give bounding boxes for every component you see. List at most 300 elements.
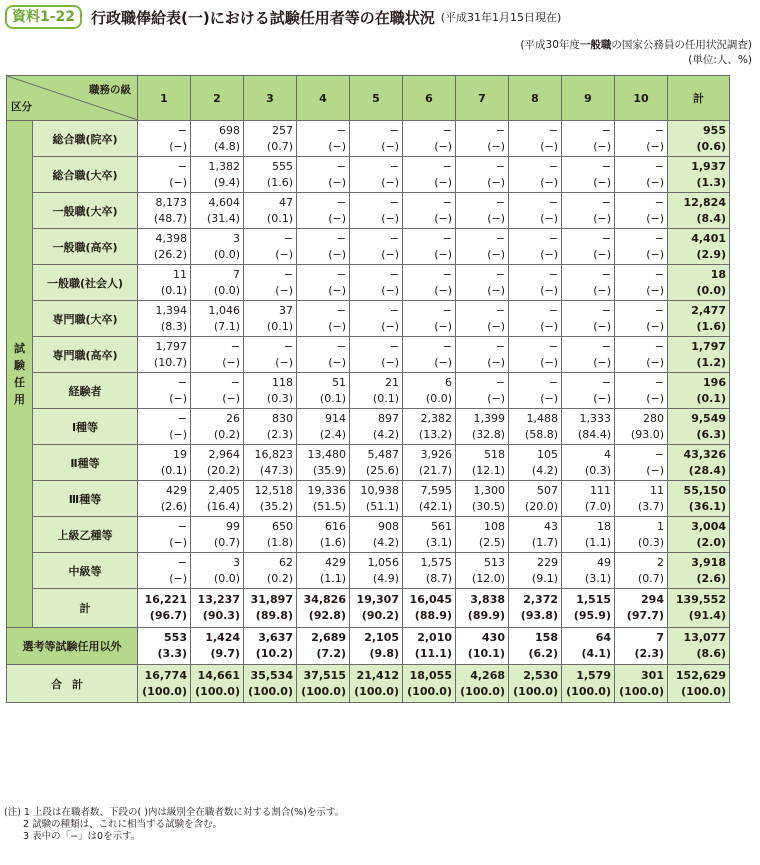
count-value: − <box>177 519 187 533</box>
count-value: − <box>389 267 399 281</box>
value-cell <box>191 373 244 409</box>
value-cell <box>615 337 668 373</box>
value-cell <box>244 589 297 628</box>
side-label-text: 試験任用 <box>14 342 25 406</box>
value-cell <box>509 481 562 517</box>
header-row <box>7 76 730 121</box>
count-value: 1,797 <box>691 339 726 353</box>
count-value: 507 <box>537 483 558 497</box>
value-cell <box>615 193 668 229</box>
percent-value: (89.8) <box>255 609 293 622</box>
count-value: 64 <box>595 631 611 644</box>
value-cell <box>403 265 456 301</box>
percent-value: (−) <box>487 211 505 225</box>
percent-value: (−) <box>593 283 611 297</box>
count-value: − <box>601 159 611 173</box>
percent-value: (6.2) <box>528 647 558 660</box>
value-cell <box>403 553 456 589</box>
percent-value: (8.7) <box>425 571 452 585</box>
percent-value: (−) <box>540 211 558 225</box>
count-value: − <box>601 195 611 209</box>
percent-value: (35.9) <box>312 463 346 477</box>
percent-value: (0.2) <box>213 427 240 441</box>
percent-value: (−) <box>328 211 346 225</box>
value-cell <box>297 121 350 157</box>
value-cell <box>191 553 244 589</box>
count-value: 158 <box>535 631 558 644</box>
count-value: − <box>548 195 558 209</box>
count-value: 12,518 <box>254 483 293 497</box>
note-1: (注) 1 上段は在職者数、下段の( )内は級別全在職者数に対する割合(%)を示す。 <box>4 807 345 818</box>
count-value: 62 <box>279 555 293 569</box>
count-value: − <box>654 159 664 173</box>
percent-value: (2.9) <box>696 247 726 261</box>
percent-value: (90.2) <box>361 609 399 622</box>
percent-value: (48.7) <box>153 211 187 225</box>
value-cell <box>191 409 244 445</box>
value-cell <box>244 445 297 481</box>
count-value: 955 <box>703 123 726 137</box>
subtotal-row <box>7 589 730 628</box>
value-cell <box>350 265 403 301</box>
percent-value: (13.2) <box>418 427 452 441</box>
total-cell <box>668 157 730 193</box>
count-value: 2 <box>657 555 664 569</box>
source-note <box>520 38 752 68</box>
value-cell <box>138 229 191 265</box>
percent-value: (−) <box>646 175 664 189</box>
count-value: 10,938 <box>360 483 399 497</box>
percent-value: (20.0) <box>524 499 558 513</box>
value-cell <box>615 553 668 589</box>
total-header: 計 <box>668 76 730 121</box>
value-cell <box>350 628 403 665</box>
percent-value: (−) <box>222 391 240 405</box>
count-value: 55,150 <box>683 483 726 497</box>
count-value: − <box>442 231 452 245</box>
grade-axis-label: 職務の級 <box>89 84 131 96</box>
percent-value: (2.4) <box>319 427 346 441</box>
value-cell <box>191 193 244 229</box>
count-value: − <box>495 123 505 137</box>
count-value: 555 <box>272 159 293 173</box>
count-value: 429 <box>325 555 346 569</box>
value-cell <box>456 157 509 193</box>
value-cell <box>138 589 191 628</box>
value-cell <box>456 628 509 665</box>
count-value: 6 <box>445 375 452 389</box>
count-value: 2,689 <box>311 631 346 644</box>
total-cell <box>668 665 730 703</box>
count-value: 1,797 <box>155 339 187 353</box>
row-label: 経験者 <box>33 373 138 409</box>
value-cell <box>244 665 297 703</box>
value-cell <box>350 121 403 157</box>
percent-value: (−) <box>593 139 611 153</box>
count-value: 1,937 <box>691 159 726 173</box>
value-cell <box>297 517 350 553</box>
value-cell <box>297 157 350 193</box>
count-value: 908 <box>378 519 399 533</box>
count-value: − <box>548 231 558 245</box>
percent-value: (100.0) <box>248 684 293 698</box>
percent-value: (−) <box>646 211 664 225</box>
value-cell <box>138 373 191 409</box>
value-cell <box>509 337 562 373</box>
count-value: − <box>654 195 664 209</box>
count-value: 18,055 <box>409 668 452 682</box>
percent-value: (0.1) <box>696 391 726 405</box>
count-value: − <box>601 303 611 317</box>
count-value: − <box>389 231 399 245</box>
row-label: 専門職(大卒) <box>33 301 138 337</box>
count-value: 518 <box>484 447 505 461</box>
value-cell <box>509 409 562 445</box>
count-value: − <box>177 411 187 425</box>
count-value: 2,405 <box>208 483 240 497</box>
percent-value: (0.1) <box>372 391 399 405</box>
value-cell <box>244 628 297 665</box>
percent-value: (1.6) <box>266 175 293 189</box>
value-cell <box>615 628 668 665</box>
count-value: 8,173 <box>155 195 187 209</box>
percent-value: (−) <box>593 391 611 405</box>
count-value: 152,629 <box>675 668 726 682</box>
count-value: − <box>442 267 452 281</box>
value-cell <box>297 301 350 337</box>
value-cell <box>615 589 668 628</box>
percent-value: (11.1) <box>414 647 452 660</box>
value-cell <box>509 373 562 409</box>
percent-value: (4.9) <box>372 571 399 585</box>
percent-value: (10.2) <box>255 647 293 660</box>
total-cell <box>668 589 730 628</box>
percent-value: (−) <box>434 211 452 225</box>
count-value: 650 <box>272 519 293 533</box>
count-value: 4 <box>604 447 611 461</box>
value-cell <box>456 265 509 301</box>
grade-header: 7 <box>456 76 509 121</box>
table-row <box>7 553 730 589</box>
count-value: 19 <box>173 447 187 461</box>
percent-value: (100.0) <box>354 684 399 698</box>
total-cell <box>668 265 730 301</box>
value-cell <box>456 337 509 373</box>
percent-value: (0.3) <box>266 391 293 405</box>
value-cell <box>191 157 244 193</box>
count-value: 51 <box>332 375 346 389</box>
row-label: 上級乙種等 <box>33 517 138 553</box>
value-cell <box>403 373 456 409</box>
percent-value: (1.7) <box>531 535 558 549</box>
value-cell <box>350 589 403 628</box>
count-value: − <box>495 195 505 209</box>
total-cell <box>668 229 730 265</box>
percent-value: (−) <box>434 319 452 333</box>
value-cell <box>297 265 350 301</box>
value-cell <box>191 301 244 337</box>
percent-value: (90.3) <box>202 609 240 622</box>
count-value: 1,394 <box>155 303 187 317</box>
count-value: − <box>495 159 505 173</box>
value-cell <box>244 229 297 265</box>
percent-value: (−) <box>540 391 558 405</box>
table-row <box>7 229 730 265</box>
percent-value: (8.4) <box>696 211 726 225</box>
percent-value: (30.5) <box>471 499 505 513</box>
value-cell <box>615 517 668 553</box>
grade-header: 8 <box>509 76 562 121</box>
value-cell <box>191 229 244 265</box>
percent-value: (9.1) <box>531 571 558 585</box>
percent-value: (−) <box>275 283 293 297</box>
percent-value: (0.7) <box>266 139 293 153</box>
percent-value: (0.0) <box>213 283 240 297</box>
percent-value: (100.0) <box>301 684 346 698</box>
count-value: 108 <box>484 519 505 533</box>
unit-label: (単位:人、%) <box>688 54 752 66</box>
count-value: 1,488 <box>526 411 558 425</box>
row-label: 中級等 <box>33 553 138 589</box>
value-cell <box>615 665 668 703</box>
value-cell <box>138 265 191 301</box>
count-value: 16,045 <box>409 593 452 606</box>
percent-value: (−) <box>593 247 611 261</box>
material-badge: 資料1-22 <box>5 5 82 29</box>
value-cell <box>403 157 456 193</box>
total-cell <box>668 337 730 373</box>
percent-value: (−) <box>169 427 187 441</box>
count-value: 21,412 <box>356 668 399 682</box>
percent-value: (58.8) <box>524 427 558 441</box>
total-cell <box>668 628 730 665</box>
value-cell <box>509 553 562 589</box>
grade-header: 10 <box>615 76 668 121</box>
total-cell <box>668 121 730 157</box>
value-cell <box>350 337 403 373</box>
count-value: − <box>654 339 664 353</box>
percent-value: (−) <box>328 319 346 333</box>
percent-value: (1.1) <box>584 535 611 549</box>
percent-value: (0.1) <box>160 463 187 477</box>
percent-value: (100.0) <box>619 684 664 698</box>
percent-value: (−) <box>593 175 611 189</box>
count-value: − <box>654 375 664 389</box>
row-label: 専門職(高卒) <box>33 337 138 373</box>
percent-value: (6.3) <box>696 427 726 441</box>
value-cell <box>138 517 191 553</box>
percent-value: (−) <box>487 319 505 333</box>
row-label: 総合職(院卒) <box>33 121 138 157</box>
count-value: 2,010 <box>417 631 452 644</box>
percent-value: (84.4) <box>577 427 611 441</box>
percent-value: (−) <box>593 355 611 369</box>
value-cell <box>456 301 509 337</box>
count-value: 26 <box>226 411 240 425</box>
value-cell <box>615 157 668 193</box>
percent-value: (100.0) <box>195 684 240 698</box>
count-value: − <box>442 339 452 353</box>
value-cell <box>191 517 244 553</box>
percent-value: (0.6) <box>696 139 726 153</box>
count-value: 4,604 <box>208 195 240 209</box>
value-cell <box>562 553 615 589</box>
value-cell <box>244 373 297 409</box>
value-cell <box>138 445 191 481</box>
count-value: 914 <box>325 411 346 425</box>
percent-value: (100.0) <box>460 684 505 698</box>
value-cell <box>191 121 244 157</box>
value-cell <box>562 481 615 517</box>
percent-value: (−) <box>487 283 505 297</box>
percent-value: (2.3) <box>266 427 293 441</box>
table-row <box>7 301 730 337</box>
value-cell <box>562 121 615 157</box>
count-value: 2,477 <box>691 303 726 317</box>
count-value: − <box>389 303 399 317</box>
count-value: − <box>601 375 611 389</box>
value-cell <box>244 157 297 193</box>
percent-value: (28.4) <box>688 463 726 477</box>
percent-value: (96.7) <box>149 609 187 622</box>
count-value: 4,401 <box>691 231 726 245</box>
value-cell <box>562 665 615 703</box>
count-value: 229 <box>537 555 558 569</box>
value-cell <box>350 553 403 589</box>
count-value: − <box>654 447 664 461</box>
count-value: − <box>601 267 611 281</box>
count-value: 561 <box>431 519 452 533</box>
percent-value: (−) <box>222 355 240 369</box>
table-row <box>7 121 730 157</box>
value-cell <box>297 665 350 703</box>
count-value: − <box>336 195 346 209</box>
note-3: 3 表中の「−」は0を示す。 <box>23 831 141 842</box>
value-cell <box>138 337 191 373</box>
count-value: − <box>548 159 558 173</box>
count-value: 830 <box>272 411 293 425</box>
percent-value: (32.8) <box>471 427 505 441</box>
count-value: − <box>389 123 399 137</box>
value-cell <box>350 157 403 193</box>
percent-value: (100.0) <box>142 684 187 698</box>
table-row <box>7 409 730 445</box>
value-cell <box>138 628 191 665</box>
percent-value: (−) <box>646 319 664 333</box>
percent-value: (1.3) <box>696 175 726 189</box>
value-cell <box>509 121 562 157</box>
percent-value: (51.1) <box>365 499 399 513</box>
value-cell <box>244 409 297 445</box>
subtotal-label: 計 <box>33 589 138 628</box>
total-cell <box>668 553 730 589</box>
value-cell <box>562 301 615 337</box>
count-value: − <box>654 303 664 317</box>
count-value: 5,487 <box>367 447 399 461</box>
percent-value: (8.3) <box>160 319 187 333</box>
count-value: − <box>336 339 346 353</box>
value-cell <box>562 628 615 665</box>
percent-value: (−) <box>540 175 558 189</box>
count-value: 2,105 <box>364 631 399 644</box>
count-value: 34,826 <box>303 593 346 606</box>
value-cell <box>403 589 456 628</box>
corner-header <box>7 76 138 121</box>
percent-value: (97.7) <box>626 609 664 622</box>
count-value: 3,918 <box>691 555 726 569</box>
percent-value: (−) <box>593 211 611 225</box>
count-value: 47 <box>279 195 293 209</box>
percent-value: (0.0) <box>425 391 452 405</box>
percent-value: (−) <box>381 355 399 369</box>
count-value: − <box>654 123 664 137</box>
percent-value: (−) <box>487 391 505 405</box>
percent-value: (31.4) <box>206 211 240 225</box>
value-cell <box>615 481 668 517</box>
value-cell <box>615 409 668 445</box>
count-value: 4,398 <box>155 231 187 245</box>
count-value: 1,056 <box>367 555 399 569</box>
percent-value: (2.6) <box>696 571 726 585</box>
grade-header: 2 <box>191 76 244 121</box>
percent-value: (100.0) <box>681 684 726 698</box>
count-value: 12,824 <box>683 195 726 209</box>
percent-value: (−) <box>275 247 293 261</box>
percent-value: (−) <box>328 247 346 261</box>
count-value: 3,637 <box>258 631 293 644</box>
row-label: 総合職(大卒) <box>33 157 138 193</box>
value-cell <box>191 265 244 301</box>
count-value: − <box>548 267 558 281</box>
table-row <box>7 265 730 301</box>
percent-value: (−) <box>434 355 452 369</box>
percent-value: (10.7) <box>153 355 187 369</box>
count-value: 1,424 <box>205 631 240 644</box>
value-cell <box>191 337 244 373</box>
count-value: 16,823 <box>254 447 293 461</box>
percent-value: (12.0) <box>471 571 505 585</box>
value-cell <box>297 193 350 229</box>
percent-value: (7.0) <box>584 499 611 513</box>
count-value: 118 <box>272 375 293 389</box>
count-value: 19,307 <box>356 593 399 606</box>
count-value: 301 <box>641 668 664 682</box>
count-value: − <box>442 159 452 173</box>
percent-value: (−) <box>434 175 452 189</box>
total-cell <box>668 301 730 337</box>
reference-date: (平成31年1月15日現在) <box>440 11 562 24</box>
value-cell <box>244 301 297 337</box>
count-value: 294 <box>641 593 664 606</box>
count-value: − <box>283 339 293 353</box>
count-value: − <box>336 303 346 317</box>
value-cell <box>138 121 191 157</box>
row-label: 一般職(大卒) <box>33 193 138 229</box>
percent-value: (−) <box>540 355 558 369</box>
percent-value: (1.6) <box>319 535 346 549</box>
count-value: 19,336 <box>307 483 346 497</box>
count-value: − <box>442 195 452 209</box>
value-cell <box>562 517 615 553</box>
percent-value: (4.2) <box>372 427 399 441</box>
value-cell <box>509 157 562 193</box>
count-value: 698 <box>219 123 240 137</box>
value-cell <box>350 229 403 265</box>
value-cell <box>456 553 509 589</box>
percent-value: (3.1) <box>584 571 611 585</box>
notes <box>4 807 344 843</box>
count-value: 13,237 <box>197 593 240 606</box>
